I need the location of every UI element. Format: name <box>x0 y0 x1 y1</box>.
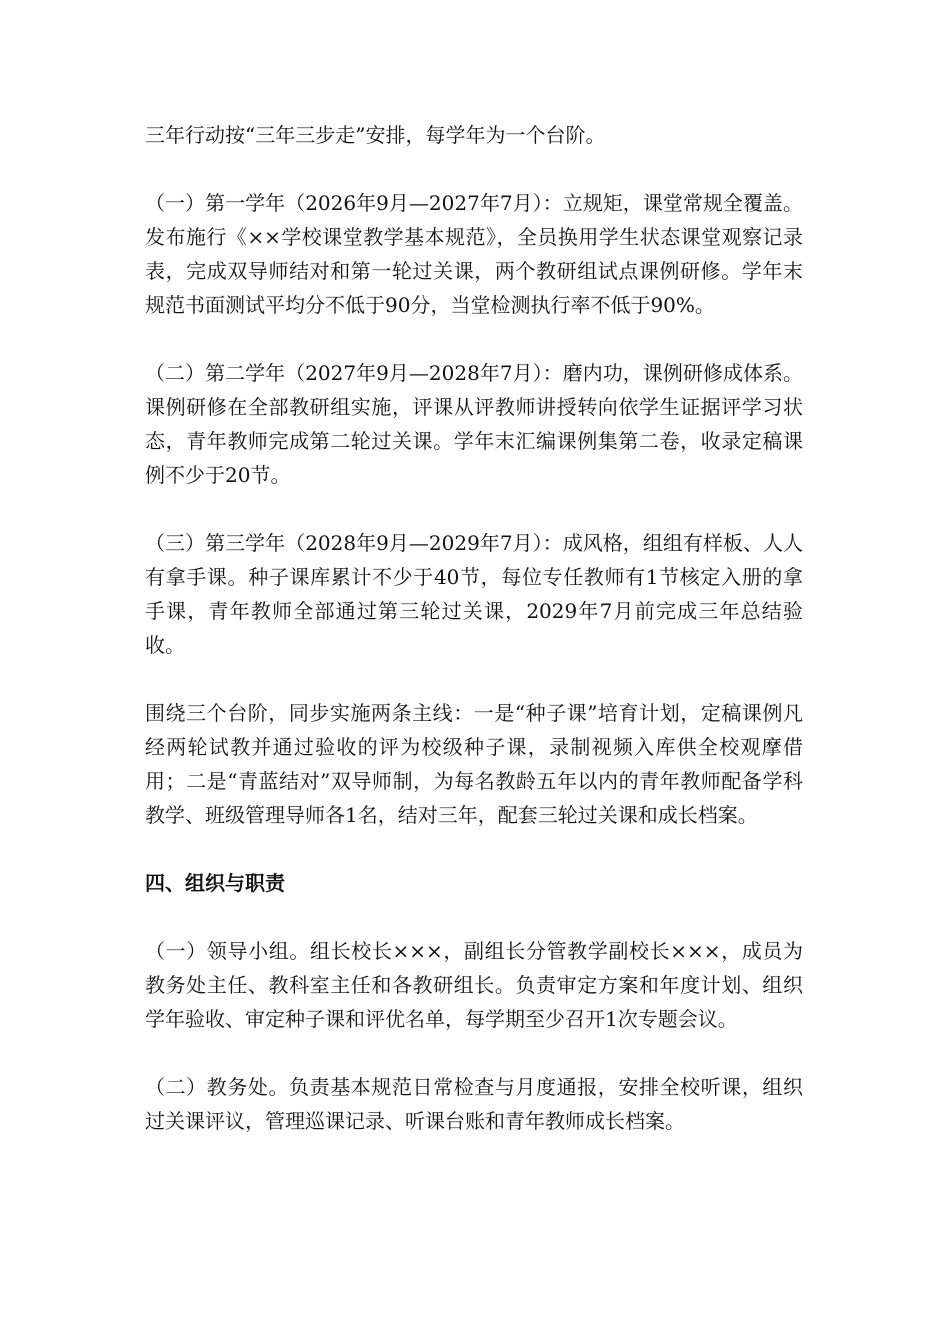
section-heading-organization: 四、组织与职责 <box>145 871 285 895</box>
paragraph-leadership-group: （一）领导小组。组长校长×××，副组长分管教学副校长×××，成员为教务处主任、教科室主任和各教研组长。负责审定方案和年度计划、组织学年验收、审定种子课和评优名单，每学期至少召开1次专题会议。 <box>145 939 803 1031</box>
paragraph-academic-affairs: （二）教务处。负责基本规范日常检查与月度通报，安排全校听课，组织过关课评议，管理巡课记录、听课台账和青年教师成长档案。 <box>145 1075 803 1133</box>
document-body <box>145 118 803 1172</box>
paragraph-year-one: （一）第一学年（2026年9月—2027年7月）：立规矩，课堂常规全覆盖。发布施行《××学校课堂教学基本规范》，全员换用学生状态课堂观察记录表，完成双导师结对和第一轮过关课，两个教研组试点课例研修。学年末规范书面测试平均分不低于90分，当堂检测执行率不低于90%。 <box>145 191 803 317</box>
paragraph-year-two: （二）第二学年（2027年9月—2028年7月）：磨内功，课例研修成体系。课例研修在全部教研组实施，评课从评教师讲授转向依学生证据评学习状态，青年教师完成第二轮过关课。学年末汇编课例集第二卷，收录定稿课例不少于20节。 <box>145 361 803 487</box>
paragraph-overview: 三年行动按“三年三步走”安排，每学年为一个台阶。 <box>145 123 606 147</box>
paragraph-year-three: （三）第三学年（2028年9月—2029年7月）：成风格，组组有样板、人人有拿手课。种子课库累计不少于40节，每位专任教师有1节核定入册的拿手课，青年教师全部通过第三轮过关课，2029年7月前完成三年总结验收。 <box>145 531 803 657</box>
paragraph-two-main-lines: 围绕三个台阶，同步实施两条主线：一是“种子课”培育计划，定稿课例凡经两轮试教并通过验收的评为校级种子课，录制视频入库供全校观摩借用；二是“青蓝结对”双导师制，为每名教龄五年以内的青年教师配备学科教学、班级管理导师各1名，结对三年，配套三轮过关课和成长档案。 <box>145 701 803 827</box>
